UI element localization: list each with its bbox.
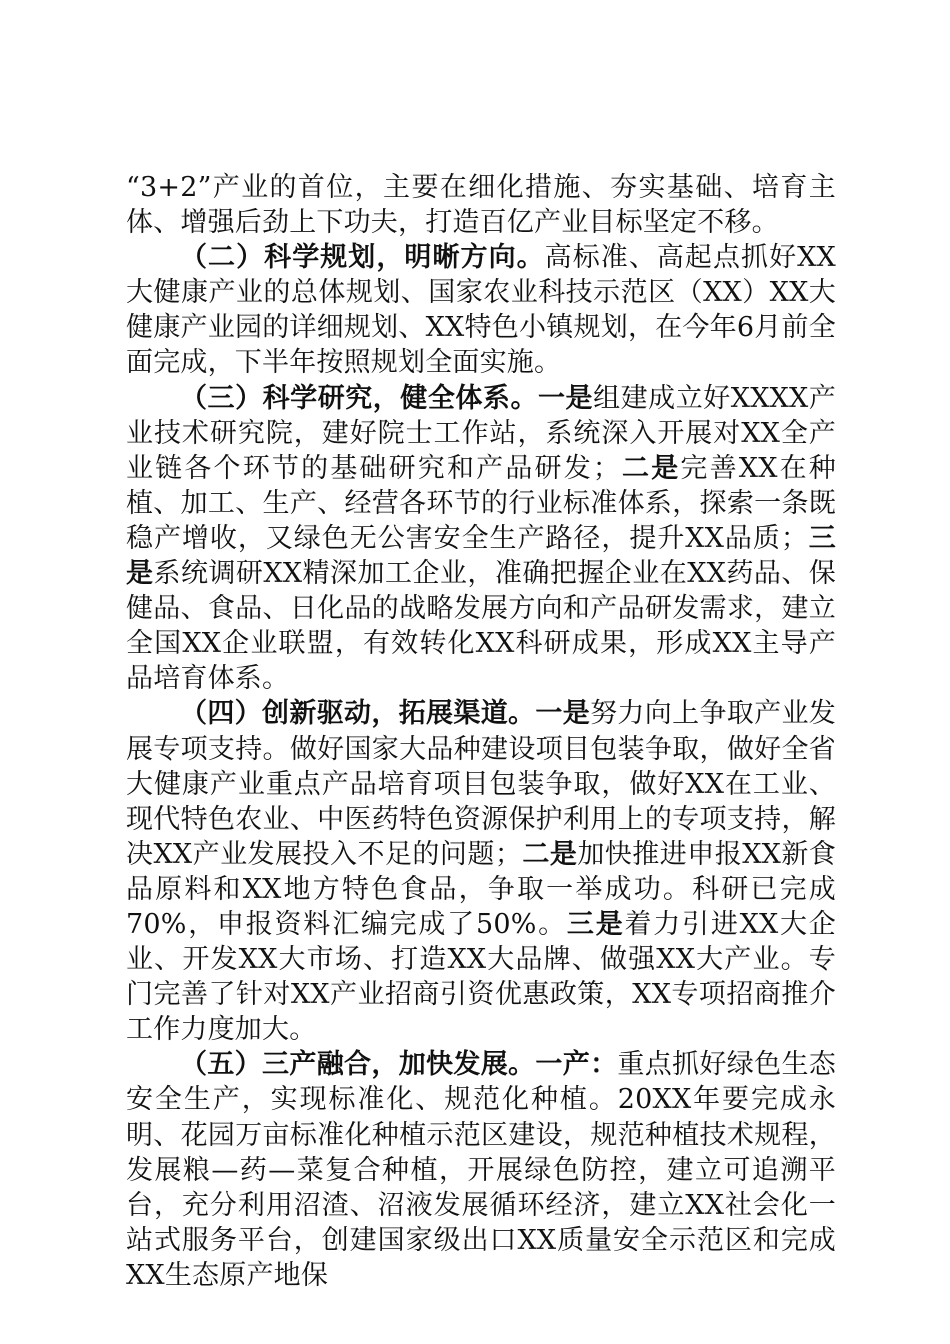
paragraph-2 [126, 240, 836, 380]
paragraph-3-text-1: 组建成立好XXXX产业技术研究院，建好院士工作站，系统深入开展对XX全产业链各个环节的基础研究和产品研发； [126, 382, 836, 484]
section-heading-2: （二）科学规划，明晰方向。 [180, 242, 545, 274]
paragraph-1 [126, 170, 836, 240]
point-label-1: 一是 [538, 382, 594, 414]
paragraph-4-text-3: 着力引进XX大企业、开发XX大市场、打造XX大品牌、做强XX大产业。专门完善了针对XX产业招商引资优惠政策，XX专项招商推介工作力度加大。 [126, 908, 836, 1046]
section-heading-3: （三）科学研究，健全体系。 [180, 382, 538, 414]
paragraph-4 [126, 696, 836, 1047]
paragraph-2-text: 高标准、高起点抓好XX大健康产业的总体规划、国家农业科技示范区（XX）XX大健康产业园的详细规划、XX特色小镇规划，在今年6月前全面完成，下半年按照规划全面实施。 [126, 242, 836, 379]
point-label-4: 一是 [535, 698, 591, 730]
point-label-3: 三是 [126, 522, 836, 590]
paragraph-4-text-1: 努力向上争取产业发展专项支持。做好国家大品种建设项目包装争取，做好全省大健康产业重点产品培育项目包装争取，做好XX在工业、现代特色农业、中医药特色资源保护利用上的专项支持，解决XX产业发展投入不足的问题； [126, 698, 836, 870]
paragraph-3-text-2: 完善XX在种植、加工、生产、经营各环节的行业标准体系，探索一条既稳产增收，又绿色无公害安全生产路径，提升XX品质； [126, 452, 836, 554]
paragraph-5-text: 重点抓好绿色生态安全生产，实现标准化、规范化种植。20XX年要完成永明、花园万亩标准化种植示范区建设，规范种植技术规程，发展粮—药—菜复合种植，开展绿色防控，建立可追溯平台，充分利用沼渣、沼液发展循环经济，建立XX社会化一站式服务平台，创建国家级出口XX质量安全示范区和完成XX生态原产地保 [126, 1049, 836, 1291]
point-label-6: 三是 [566, 908, 625, 940]
paragraph-4-text-2: 加快推进申报XX新食品原料和XX地方特色食品，争取一举成功。科研已完成70%，申报资料汇编完成了50%。 [126, 838, 837, 940]
paragraph-1-text: “3+2”产业的首位，主要在细化措施、夯实基础、培育主体、增强后劲上下功夫，打造百亿产业目标坚定不移。 [126, 172, 836, 239]
point-label-2: 二是 [620, 452, 681, 484]
document-body [126, 170, 836, 1293]
paragraph-3-text-3: 系统调研XX精深加工企业，准确把握企业在XX药品、保健品、食品、日化品的战略发展方向和产品研发需求，建立全国XX企业联盟，有效转化XX科研成果，形成XX主导产品培育体系。 [126, 558, 836, 695]
section-heading-4: （四）创新驱动，拓展渠道。 [180, 698, 536, 730]
paragraph-5 [126, 1047, 836, 1293]
section-heading-5: （五）三产融合，加快发展。 [180, 1049, 536, 1081]
point-label-7: 一产： [535, 1049, 618, 1081]
point-label-5: 二是 [522, 838, 578, 870]
paragraph-3 [126, 381, 836, 697]
